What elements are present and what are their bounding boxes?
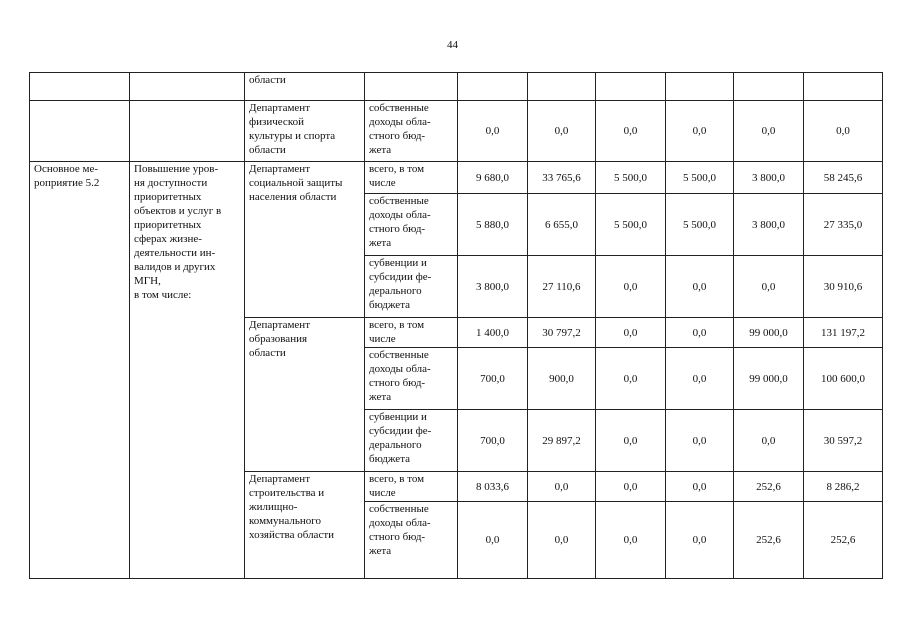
source-cell: собственные доходы обла- стного бюд- жета — [365, 502, 458, 579]
value-cell: 0,0 — [596, 348, 666, 410]
value-cell: 8 286,2 — [804, 472, 883, 502]
value-cell: 0,0 — [596, 410, 666, 472]
source-cell: всего, в том числе — [365, 162, 458, 194]
event-code-cell: Основное ме- роприятие 5.2 — [30, 162, 130, 579]
value-cell: 0,0 — [458, 502, 528, 579]
value-cell — [458, 73, 528, 101]
source-cell: всего, в том числе — [365, 318, 458, 348]
dept-cell: Департамент социальной защиты населения области — [245, 162, 365, 318]
value-cell: 0,0 — [666, 472, 734, 502]
value-cell: 3 800,0 — [734, 194, 804, 256]
value-cell: 900,0 — [528, 348, 596, 410]
source-cell: субвенции и субсидии фе- дерального бюджета — [365, 256, 458, 318]
value-cell: 0,0 — [734, 101, 804, 162]
value-cell: 0,0 — [666, 318, 734, 348]
value-cell: 0,0 — [666, 410, 734, 472]
value-cell: 5 880,0 — [458, 194, 528, 256]
value-cell: 0,0 — [734, 256, 804, 318]
value-cell: 33 765,6 — [528, 162, 596, 194]
value-cell: 9 680,0 — [458, 162, 528, 194]
event-name-cell — [130, 73, 245, 101]
value-cell: 29 897,2 — [528, 410, 596, 472]
value-cell: 252,6 — [804, 502, 883, 579]
value-cell: 0,0 — [666, 502, 734, 579]
value-cell: 99 000,0 — [734, 348, 804, 410]
value-cell: 5 500,0 — [596, 162, 666, 194]
value-cell: 27 110,6 — [528, 256, 596, 318]
value-cell: 0,0 — [596, 502, 666, 579]
value-cell: 0,0 — [596, 318, 666, 348]
source-cell: собственные доходы обла- стного бюд- жета — [365, 101, 458, 162]
value-cell: 0,0 — [458, 101, 528, 162]
budget-table — [29, 72, 883, 579]
source-cell — [365, 73, 458, 101]
source-cell: субвенции и субсидии фе- дерального бюджета — [365, 410, 458, 472]
value-cell: 0,0 — [596, 101, 666, 162]
page-number: 44 — [447, 39, 458, 51]
value-cell: 0,0 — [734, 410, 804, 472]
source-cell: всего, в том числе — [365, 472, 458, 502]
dept-cell: области — [245, 73, 365, 101]
value-cell: 5 500,0 — [666, 194, 734, 256]
value-cell — [666, 73, 734, 101]
value-cell: 700,0 — [458, 410, 528, 472]
event-code-cell — [30, 101, 130, 162]
table-row — [30, 73, 883, 101]
value-cell: 700,0 — [458, 348, 528, 410]
dept-cell: Департамент физической культуры и спорта области — [245, 101, 365, 162]
value-cell: 58 245,6 — [804, 162, 883, 194]
value-cell: 0,0 — [528, 472, 596, 502]
event-name-cell: Повышение уров- ня доступности приоритетных объектов и услуг в приоритетных сферах жизне- деятельности ин- валидов и других МГН, в том числе: — [130, 162, 245, 579]
value-cell: 3 800,0 — [458, 256, 528, 318]
value-cell: 0,0 — [596, 256, 666, 318]
value-cell: 131 197,2 — [804, 318, 883, 348]
value-cell: 0,0 — [528, 101, 596, 162]
value-cell: 252,6 — [734, 502, 804, 579]
value-cell: 30 797,2 — [528, 318, 596, 348]
value-cell: 0,0 — [596, 472, 666, 502]
value-cell: 0,0 — [528, 502, 596, 579]
source-cell: собственные доходы обла- стного бюд- жета — [365, 194, 458, 256]
value-cell: 0,0 — [666, 348, 734, 410]
value-cell: 6 655,0 — [528, 194, 596, 256]
value-cell: 30 597,2 — [804, 410, 883, 472]
dept-cell: Департамент строительства и жилищно- коммунального хозяйства области — [245, 472, 365, 579]
source-cell: собственные доходы обла- стного бюд- жета — [365, 348, 458, 410]
value-cell: 99 000,0 — [734, 318, 804, 348]
value-cell: 0,0 — [666, 256, 734, 318]
table-row — [30, 101, 883, 162]
table-row — [30, 162, 883, 194]
value-cell — [804, 73, 883, 101]
value-cell: 0,0 — [804, 101, 883, 162]
value-cell: 5 500,0 — [596, 194, 666, 256]
event-name-cell — [130, 101, 245, 162]
value-cell: 8 033,6 — [458, 472, 528, 502]
value-cell — [734, 73, 804, 101]
value-cell: 0,0 — [666, 101, 734, 162]
value-cell — [528, 73, 596, 101]
value-cell: 3 800,0 — [734, 162, 804, 194]
value-cell: 5 500,0 — [666, 162, 734, 194]
dept-cell: Департамент образования области — [245, 318, 365, 472]
value-cell: 100 600,0 — [804, 348, 883, 410]
event-code-cell — [30, 73, 130, 101]
value-cell — [596, 73, 666, 101]
value-cell: 252,6 — [734, 472, 804, 502]
value-cell: 27 335,0 — [804, 194, 883, 256]
value-cell: 30 910,6 — [804, 256, 883, 318]
value-cell: 1 400,0 — [458, 318, 528, 348]
